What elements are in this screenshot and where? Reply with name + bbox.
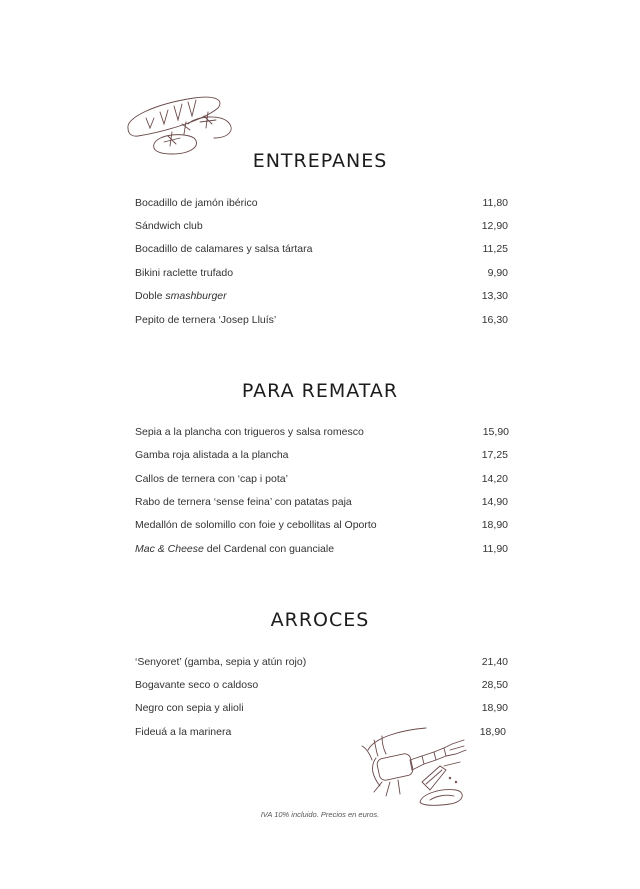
item-name: Pepito de ternera ‘Josep Lluís’ <box>135 314 277 326</box>
item-price: 14,90 <box>481 496 508 508</box>
menu-item <box>135 267 508 285</box>
menu-item <box>135 314 508 332</box>
item-name <box>135 290 227 302</box>
footnote: IVA 10% incluido. Precios en euros. <box>260 810 380 819</box>
item-name: Negro con sepia y alioli <box>135 702 244 714</box>
item-name: Callos de ternera con ‘cap i pota’ <box>135 473 288 485</box>
item-name: Bikini raclette trufado <box>135 267 234 279</box>
item-price: 9,90 <box>487 267 508 279</box>
menu-item <box>135 519 508 537</box>
item-name: Rabo de ternera ‘sense feina’ con patatas paja <box>135 496 352 508</box>
section-title-entrepanes: ENTREPANES <box>252 150 388 172</box>
item-price: 11,25 <box>482 243 508 255</box>
item-price: 18,90 <box>481 519 508 531</box>
item-price: 17,25 <box>481 449 508 461</box>
menu-item <box>135 449 508 467</box>
item-name: Bogavante seco o caldoso <box>135 679 259 691</box>
menu-item <box>135 243 508 261</box>
menu-item <box>135 702 508 720</box>
item-name: Gamba roja alistada a la plancha <box>135 449 289 461</box>
item-price: 18,90 <box>481 702 508 714</box>
item-price: 11,80 <box>482 197 508 209</box>
menu-item <box>135 473 508 491</box>
item-price: 15,90 <box>482 426 509 438</box>
menu-item <box>135 679 508 697</box>
item-name: Bocadillo de jamón ibérico <box>135 197 258 209</box>
bread-illustration-icon <box>124 94 236 156</box>
item-name-prefix: Doble <box>135 290 166 302</box>
section-title-arroces: ARROCES <box>270 609 370 631</box>
menu-item <box>135 290 508 308</box>
item-price: 12,90 <box>481 220 508 232</box>
item-name-italic: smashburger <box>165 290 227 302</box>
item-name: Sepia a la plancha con trigueros y salsa romesco <box>135 426 364 438</box>
lobster-mussels-illustration-icon <box>360 726 470 808</box>
section-title-para-rematar: PARA REMATAR <box>241 380 399 402</box>
item-price: 16,30 <box>481 314 508 326</box>
item-price: 14,20 <box>481 473 508 485</box>
item-price: 11,90 <box>482 543 508 555</box>
item-name <box>135 543 334 555</box>
item-name: Medallón de solomillo con foie y cebollitas al Oporto <box>135 519 377 531</box>
menu-item <box>135 426 508 444</box>
item-name: Fideuá a la marinera <box>135 726 232 738</box>
item-name: Bocadillo de calamares y salsa tártara <box>135 243 313 255</box>
menu-item <box>135 197 508 215</box>
menu-item <box>135 543 508 561</box>
menu-item <box>135 496 508 514</box>
item-name-suffix: del Cardenal con guanciale <box>203 543 335 555</box>
item-name: ‘Senyoret’ (gamba, sepia y atún rojo) <box>135 656 307 668</box>
menu-item <box>135 656 508 674</box>
item-name: Sándwich club <box>135 220 203 232</box>
item-name-italic: Mac & Cheese <box>135 543 204 555</box>
menu-item <box>135 220 508 238</box>
item-price: 13,30 <box>481 290 508 302</box>
item-price: 18,90 <box>479 726 506 738</box>
item-price: 28,50 <box>481 679 508 691</box>
item-price: 21,40 <box>481 656 508 668</box>
